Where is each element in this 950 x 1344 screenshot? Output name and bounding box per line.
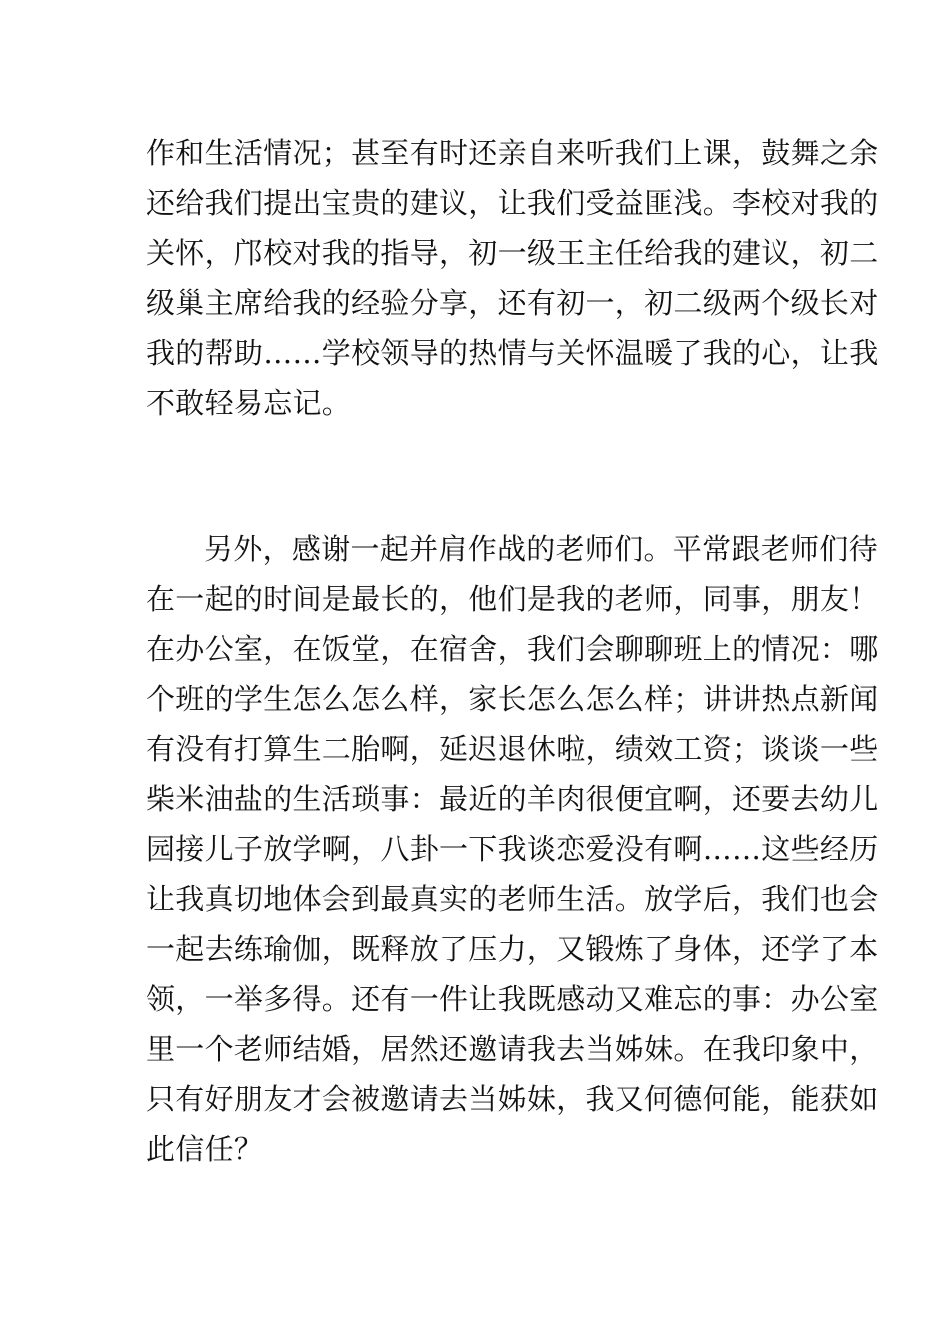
paragraph-1-line: 关怀，邝校对我的指导，初一级王主任给我的建议，初二 [146,236,879,270]
paragraph-2-line: 让我真切地体会到最真实的老师生活。放学后，我们也会 [146,882,879,916]
paragraph-1-line: 作和生活情况；甚至有时还亲自来听我们上课，鼓舞之余 [146,136,879,170]
paragraph-2-line: 有没有打算生二胎啊，延迟退休啦，绩效工资；谈谈一些 [146,732,879,766]
paragraph-2-line: 里一个老师结婚，居然还邀请我去当姊妹。在我印象中， [146,1032,879,1066]
paragraph-2-line: 只有好朋友才会被邀请去当姊妹，我又何德何能，能获如 [146,1082,879,1116]
paragraph-1-line: 还给我们提出宝贵的建议，让我们受益匪浅。李校对我的 [146,186,879,220]
paragraph-2-line: 柴米油盐的生活琐事：最近的羊肉很便宜啊，还要去幼儿 [146,782,879,816]
paragraph-2-line: 在一起的时间是最长的，他们是我的老师，同事，朋友！ [146,582,879,616]
paragraph-2-line: 个班的学生怎么怎么样，家长怎么怎么样；讲讲热点新闻 [146,682,879,716]
paragraph-2-line: 此信任？ [146,1132,264,1166]
paragraph-2-line: 园接儿子放学啊，八卦一下我谈恋爱没有啊……这些经历 [146,832,879,866]
paragraph-1-line: 级巢主席给我的经验分享，还有初一，初二级两个级长对 [146,286,879,320]
paragraph-2-line: 领，一举多得。还有一件让我既感动又难忘的事：办公室 [146,982,879,1016]
paragraph-2-line: 另外，感谢一起并肩作战的老师们。平常跟老师们待 [204,532,878,566]
paragraph-2-line: 一起去练瑜伽，既释放了压力，又锻炼了身体，还学了本 [146,932,879,966]
paragraph-2-line: 在办公室，在饭堂，在宿舍，我们会聊聊班上的情况：哪 [146,632,879,666]
paragraph-1-line: 不敢轻易忘记。 [146,386,352,420]
paragraph-1-line: 我的帮助……学校领导的热情与关怀温暖了我的心，让我 [146,336,879,370]
